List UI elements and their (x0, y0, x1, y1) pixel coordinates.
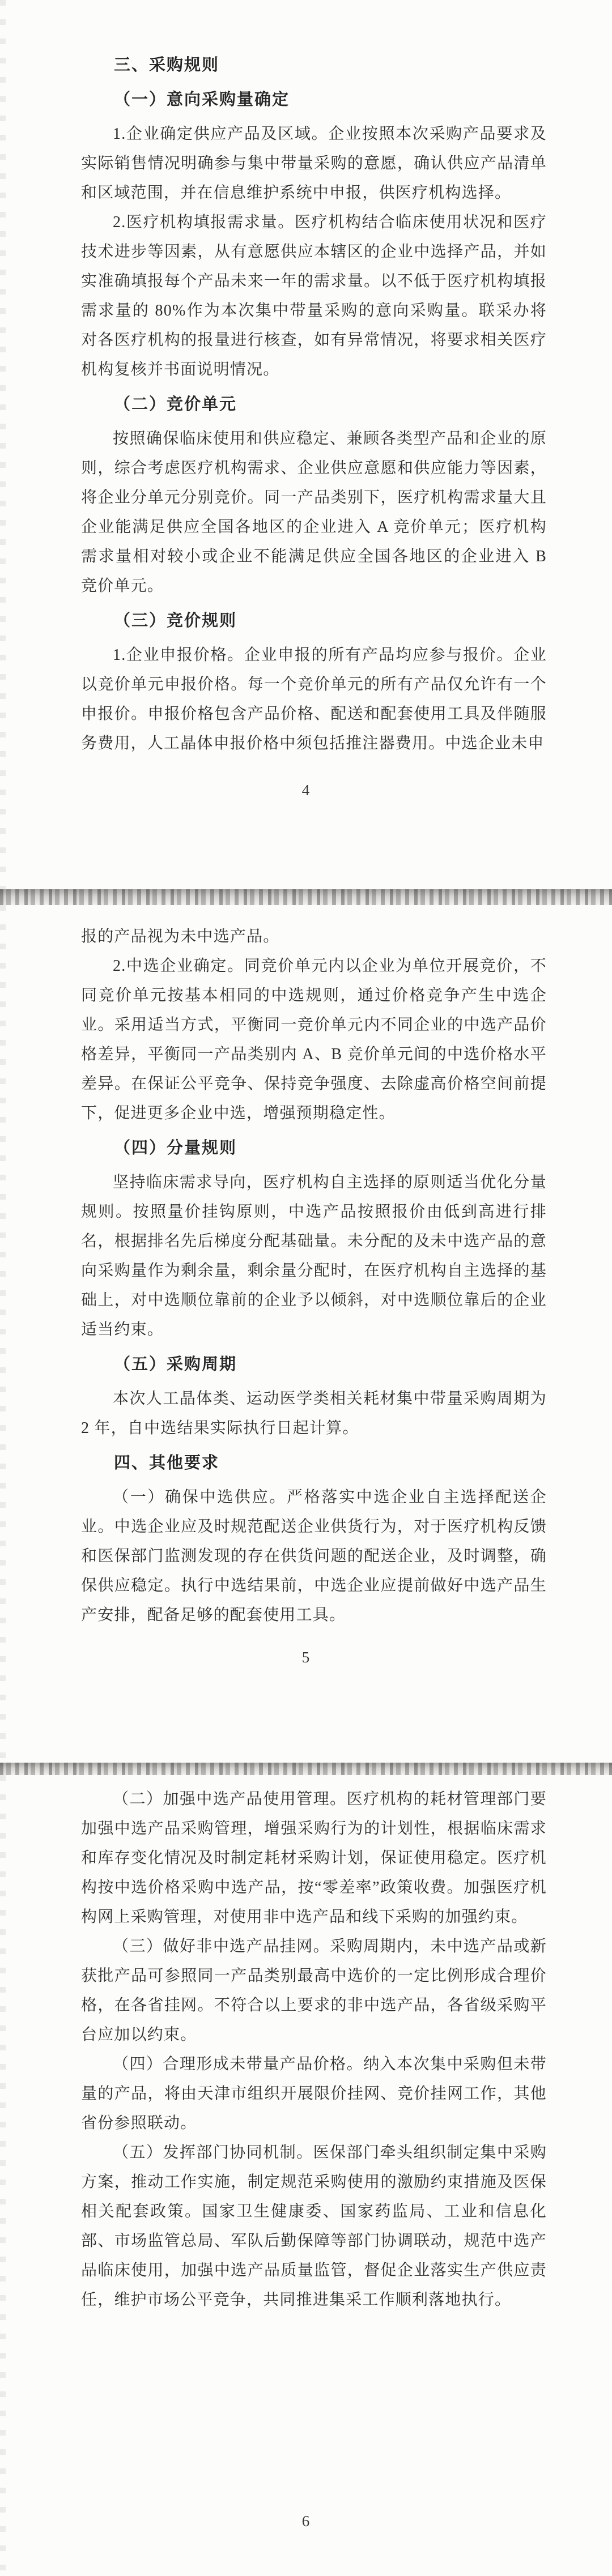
para-non-selected-listing: （三）做好非中选产品挂网。采购周期内，未中选产品或新获批产品可参照同一产品类别最高中选价的一定比例形成合理价格，在各省挂网。不符合以上要求的非中选产品，各省级采购平台应加以约束。 (81, 1938, 547, 2044)
para-enterprise-supply-region: 1.企业确定供应产品及区域。企业按照本次采购产品要求及实际销售情况明确参与集中带量采购的意愿，确认供应产品清单和区域范围，并在信息维护系统中申报，供医疗机构选择。 (81, 125, 547, 202)
para-volume-allocation-rules: 坚持临床需求导向，医疗机构自主选择的原则适当优化分量规则。按照量价挂钩原则，中选产品按照报价由低到高进行排名，根据排名先后梯度分配基础量。未分配的及未中选产品的意向采购量作为剩余量，剩余量分配时，在医疗机构自主选择的基础上，对中选顺位靠前的企业予以倾斜，对中选顺位靠后的企业适当约束。 (81, 1174, 547, 1338)
page-4-content (81, 0, 547, 758)
page-separator (0, 889, 612, 905)
document-page-5 (0, 905, 612, 1763)
para-usage-management: （二）加强中选产品使用管理。医疗机构的耗材管理部门要加强中选产品采购管理，增强采购行为的计划性，根据临床需求和库存变化情况及时制定耗材采购计划，保证使用稳定。医疗机构按中选价格采购中选产品，按“零差率”政策收费。加强医疗机构网上采购管理，对使用非中选产品和线下采购的加强约束。 (81, 1790, 547, 1926)
page-5-content (81, 905, 547, 1630)
para-hospital-demand-reporting: 2.医疗机构填报需求量。医疗机构结合临床使用状况和医疗技术进步等因素，从有意愿供应本辖区的企业中选择产品，并如实准确填报每个产品未来一年的需求量。以不低于医疗机构填报需求量的 80%作为本次集中带量采购的意向采购量。联采办将对各医疗机构的报量进行核查，如有异常情况，将要求相关医疗机构复核并书面说明情况。 (81, 214, 547, 378)
page-6-content (81, 1775, 547, 2315)
para-enterprise-price-declaration: 1.企业申报价格。企业申报的所有产品均应参与报价。企业以竞价单元申报价格。每一个竞价单元的所有产品仅允许有一个申报价。申报价格包含产品价格、配送和配套使用工具及伴随服务费用，人工晶体申报价格中须包括推注器费用。中选企业未申 (81, 646, 547, 752)
subheading-procurement-cycle: （五）采购周期 (114, 1355, 237, 1374)
page-number: 5 (301, 1649, 311, 1666)
para-non-volume-pricing: （四）合理形成未带量产品价格。纳入本次集中采购但未带量的产品，将由天津市组织开展限价挂网、竞价挂网工作，其他省份参照联动。 (81, 2055, 547, 2132)
page-number: 6 (301, 2513, 311, 2530)
document-page-4 (0, 0, 612, 889)
heading-other-requirements: 四、其他要求 (114, 1454, 220, 1472)
para-continuation-unselected-products: 报的产品视为未中选产品。 (81, 928, 280, 945)
page-number: 4 (301, 782, 311, 799)
para-procurement-cycle-duration: 本次人工晶体类、运动医学类相关耗材集中带量采购周期为 2 年，自中选结果实际执行日起计算。 (81, 1390, 547, 1437)
subheading-bidding-rules: （三）竞价规则 (114, 612, 237, 630)
page-separator (0, 1763, 612, 1775)
para-bidding-unit-rules: 按照确保临床使用和供应稳定、兼顾各类型产品和企业的原则，综合考虑医疗机构需求、企业供应意愿和供应能力等因素，将企业分单元分别竞价。同一产品类别下，医疗机构需求量大且企业能满足供应全国各地区的企业进入 A 竞价单元；医疗机构需求量相对较小或企业不能满足供应全国各地区的企业进入 B 竞价单元。 (81, 430, 547, 595)
para-department-coordination: （五）发挥部门协同机制。医保部门牵头组织制定集中采购方案，推动工作实施，制定规范采购使用的激励约束措施及医保相关配套政策。国家卫生健康委、国家药监局、工业和信息化部、市场监管总局、军队后勤保障等部门协调联动，规范中选产品临床使用，加强中选产品质量监管，督促企业落实生产供应责任，维护市场公平竞争，共同推进集采工作顺利落地执行。 (81, 2144, 547, 2309)
para-ensure-selected-supply: （一）确保中选供应。严格落实中选企业自主选择配送企业。中选企业应及时规范配送企业供货行为，对于医疗机构反馈和医保部门监测发现的存在供货问题的配送企业，及时调整，确保供应稳定。执行中选结果前，中选企业应提前做好中选产品生产安排，配备足够的配套使用工具。 (81, 1489, 547, 1624)
document-page-6 (0, 1775, 612, 2576)
subheading-bidding-unit: （二）竞价单元 (114, 395, 237, 413)
subheading-volume-allocation: （四）分量规则 (114, 1139, 237, 1157)
heading-procurement-rules: 三、采购规则 (114, 56, 220, 74)
subheading-intended-volume: （一）意向采购量确定 (114, 91, 290, 109)
para-winning-enterprise-determination: 2.中选企业确定。同竞价单元内以企业为单位开展竞价，不同竞价单元按基本相同的中选规则，通过价格竞争产生中选企业。采用适当方式，平衡同一竞价单元内不同企业的中选产品价格差异，平衡同一产品类别内 A、B 竞价单元间的中选价格水平差异。在保证公平竞争、保持竞争强度、去除虚高价格空间前提下，促进更多企业中选，增强预期稳定性。 (81, 957, 547, 1122)
